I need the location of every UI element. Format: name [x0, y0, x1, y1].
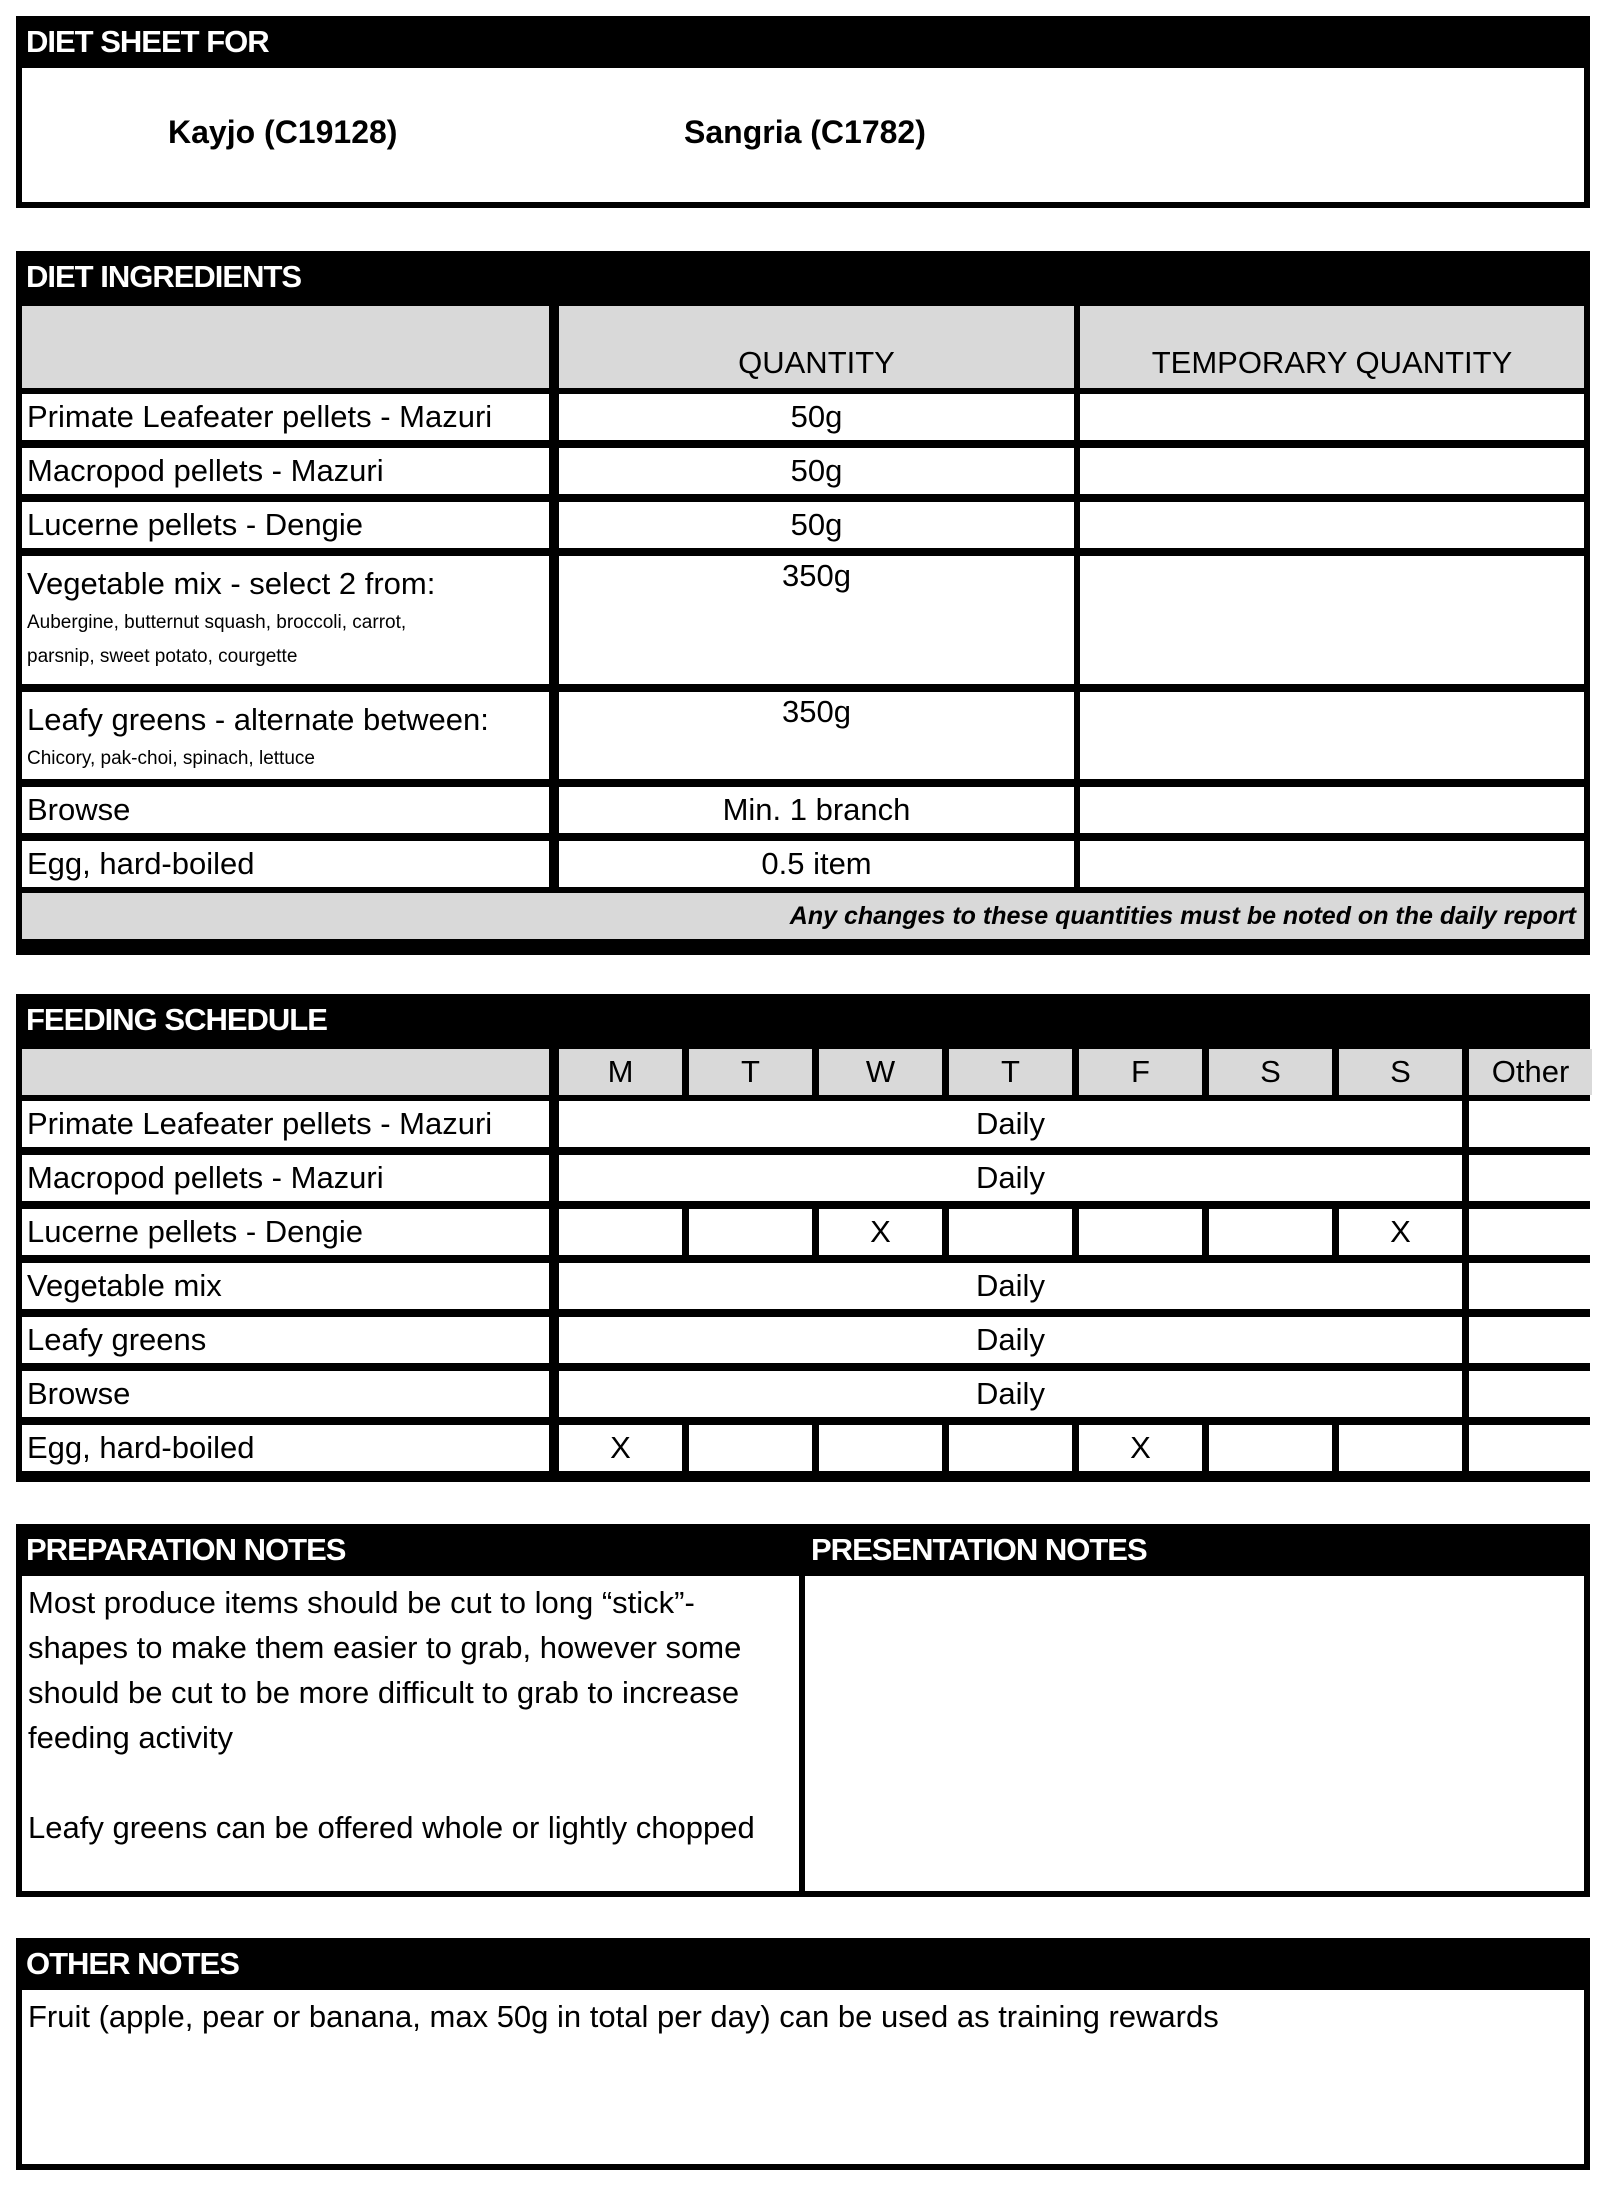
other-notes-box	[22, 1990, 1584, 2164]
schedule-item-cell	[22, 1371, 549, 1417]
day-label: W	[865, 1054, 896, 1089]
day-column-header	[1339, 1049, 1462, 1095]
day-mark: X	[1130, 1430, 1151, 1465]
day-column-header	[1079, 1049, 1202, 1095]
ingredient-temporary-cell	[1080, 394, 1584, 440]
ingredient-quantity-cell	[559, 394, 1074, 440]
ingredient-name: Primate Leafeater pellets - Mazuri	[27, 399, 493, 434]
ingredient-name: Egg, hard-boiled	[27, 846, 255, 881]
other-cell	[1469, 1155, 1592, 1201]
ingredient-quantity-cell	[559, 502, 1074, 548]
ingredient-temporary-cell	[1080, 448, 1584, 494]
schedule-item-cell	[22, 1209, 549, 1255]
quantity-header-label: QUANTITY	[738, 345, 895, 380]
animal-name: Sangria (C1782)	[684, 114, 926, 150]
daily-label: Daily	[976, 1160, 1045, 1195]
preparation-notes-header: PREPARATION NOTES	[26, 1532, 346, 1567]
ingredient-temporary-cell	[1080, 692, 1584, 779]
diet-sheet-section	[16, 16, 1590, 208]
day-cell	[689, 1209, 812, 1255]
ingredient-quantity: 0.5 item	[761, 846, 872, 881]
ingredient-quantity: 50g	[790, 399, 843, 434]
day-label: F	[1131, 1054, 1150, 1089]
other-column-header	[1469, 1049, 1592, 1095]
day-column-header	[819, 1049, 942, 1095]
other-notes-text: Fruit (apple, pear or banana, max 50g in total per day) can be used as training rewards	[28, 1999, 1219, 2034]
day-label: M	[607, 1054, 634, 1089]
ingredient-quantity-cell	[559, 692, 1074, 779]
daily-span-cell	[559, 1317, 1462, 1363]
prep-note-line: should be cut to be more difficult to grab to increase	[28, 1675, 740, 1710]
schedule-item-cell	[22, 1155, 549, 1201]
day-cell	[949, 1209, 1072, 1255]
day-cell	[1209, 1425, 1332, 1471]
other-cell	[1469, 1263, 1592, 1309]
day-cell	[1339, 1425, 1462, 1471]
animal-name: Kayjo (C19128)	[168, 114, 398, 150]
schedule-item-cell	[22, 1101, 549, 1147]
ingredient-name: Macropod pellets - Mazuri	[27, 453, 384, 488]
day-cell	[1209, 1209, 1332, 1255]
schedule-item-cell	[22, 1425, 549, 1471]
other-label: Other	[1491, 1054, 1570, 1089]
other-cell	[1469, 1101, 1592, 1147]
prep-note-line: Leafy greens can be offered whole or lightly chopped	[28, 1810, 755, 1845]
ingredient-quantity-cell	[559, 448, 1074, 494]
day-column-header	[689, 1049, 812, 1095]
day-cell	[689, 1425, 812, 1471]
schedule-item-name: Egg, hard-boiled	[27, 1430, 255, 1465]
ingredient-quantity-cell	[559, 787, 1074, 833]
ingredient-name: Leafy greens - alternate between:	[27, 702, 489, 737]
ingredient-name-cell	[22, 692, 549, 779]
schedule-section	[16, 994, 1590, 1482]
day-cell	[559, 1209, 682, 1255]
daily-label: Daily	[976, 1268, 1045, 1303]
ingredient-temporary-cell	[1080, 787, 1584, 833]
daily-span-cell	[559, 1101, 1462, 1147]
ingredient-name-cell	[22, 394, 549, 440]
ingredient-quantity-cell	[559, 556, 1074, 684]
diet-sheet-header: DIET SHEET FOR	[26, 24, 269, 59]
daily-label: Daily	[976, 1106, 1045, 1141]
day-label: S	[1390, 1054, 1411, 1089]
ingredient-quantity: 50g	[790, 507, 843, 542]
prep-note-line	[28, 1760, 793, 1805]
schedule-header-blank	[22, 1049, 549, 1095]
ingredient-name-cell	[22, 841, 549, 887]
day-mark: X	[1390, 1214, 1411, 1249]
ingredient-temporary-cell	[1080, 502, 1584, 548]
ingredient-quantity-cell	[559, 841, 1074, 887]
day-cell	[1079, 1425, 1202, 1471]
other-cell	[1469, 1209, 1592, 1255]
day-mark: X	[610, 1430, 631, 1465]
schedule-item-name: Vegetable mix	[27, 1268, 222, 1303]
ingredients-section	[16, 251, 1590, 955]
schedule-item-name: Primate Leafeater pellets - Mazuri	[27, 1106, 493, 1141]
other-cell	[1469, 1425, 1592, 1471]
quantity-column-header	[559, 306, 1074, 388]
presentation-notes-header: PRESENTATION NOTES	[811, 1532, 1147, 1567]
other-notes-header: OTHER NOTES	[26, 1946, 239, 1981]
daily-label: Daily	[976, 1322, 1045, 1357]
notes-section	[16, 1524, 1590, 1897]
ingredient-detail: Chicory, pak-choi, spinach, lettuce	[27, 748, 315, 769]
day-column-header	[559, 1049, 682, 1095]
ingredient-temporary-cell	[1080, 841, 1584, 887]
presentation-notes-box	[805, 1576, 1584, 1891]
ingredient-name: Browse	[27, 792, 131, 827]
schedule-item-cell	[22, 1263, 549, 1309]
daily-span-cell	[559, 1155, 1462, 1201]
schedule-item-name: Leafy greens	[27, 1322, 207, 1357]
day-cell	[949, 1425, 1072, 1471]
footnote-text: Any changes to these quantities must be noted on the daily report	[789, 902, 1576, 930]
prep-note-line: Most produce items should be cut to long “stick”-	[28, 1585, 695, 1620]
other-cell	[1469, 1371, 1592, 1417]
day-column-header	[949, 1049, 1072, 1095]
ingredient-detail: parsnip, sweet potato, courgette	[27, 646, 298, 667]
ingredients-footnote	[22, 893, 1584, 939]
schedule-item-name: Lucerne pellets - Dengie	[27, 1214, 364, 1249]
day-cell	[819, 1425, 942, 1471]
day-label: T	[1001, 1054, 1020, 1089]
ingredient-name: Lucerne pellets - Dengie	[27, 507, 364, 542]
temporary-quantity-header-label: TEMPORARY QUANTITY	[1151, 345, 1513, 380]
ingredient-name-cell	[22, 556, 549, 684]
prep-note-line: shapes to make them easier to grab, however some	[28, 1630, 742, 1665]
animals-box	[22, 68, 1584, 202]
prep-note-line: feeding activity	[28, 1720, 234, 1755]
ingredients-header: DIET INGREDIENTS	[26, 259, 302, 294]
ingredient-detail: Aubergine, butternut squash, broccoli, carrot,	[27, 612, 407, 633]
daily-span-cell	[559, 1371, 1462, 1417]
ingredient-name-cell	[22, 787, 549, 833]
preparation-notes-box	[22, 1576, 799, 1891]
daily-span-cell	[559, 1263, 1462, 1309]
day-cell	[819, 1209, 942, 1255]
schedule-item-name: Browse	[27, 1376, 131, 1411]
other-notes-section	[16, 1938, 1590, 2170]
ingredient-name: Vegetable mix - select 2 from:	[27, 566, 436, 601]
ingredient-quantity: 350g	[782, 558, 851, 593]
other-cell	[1469, 1317, 1592, 1363]
day-mark: X	[870, 1214, 891, 1249]
day-label: T	[741, 1054, 760, 1089]
ingredient-name-cell	[22, 502, 549, 548]
schedule-header: FEEDING SCHEDULE	[26, 1002, 327, 1037]
day-cell	[1079, 1209, 1202, 1255]
schedule-item-name: Macropod pellets - Mazuri	[27, 1160, 384, 1195]
ingredient-quantity: 50g	[790, 453, 843, 488]
ingredient-temporary-cell	[1080, 556, 1584, 684]
day-label: S	[1260, 1054, 1281, 1089]
temporary-quantity-column-header	[1080, 306, 1584, 388]
ingredient-name-cell	[22, 448, 549, 494]
day-column-header	[1209, 1049, 1332, 1095]
ingredient-quantity: Min. 1 branch	[722, 792, 911, 827]
ingredient-quantity: 350g	[782, 694, 851, 729]
day-cell	[1339, 1209, 1462, 1255]
daily-label: Daily	[976, 1376, 1045, 1411]
ingredients-header-blank	[22, 306, 549, 388]
day-cell	[559, 1425, 682, 1471]
schedule-item-cell	[22, 1317, 549, 1363]
